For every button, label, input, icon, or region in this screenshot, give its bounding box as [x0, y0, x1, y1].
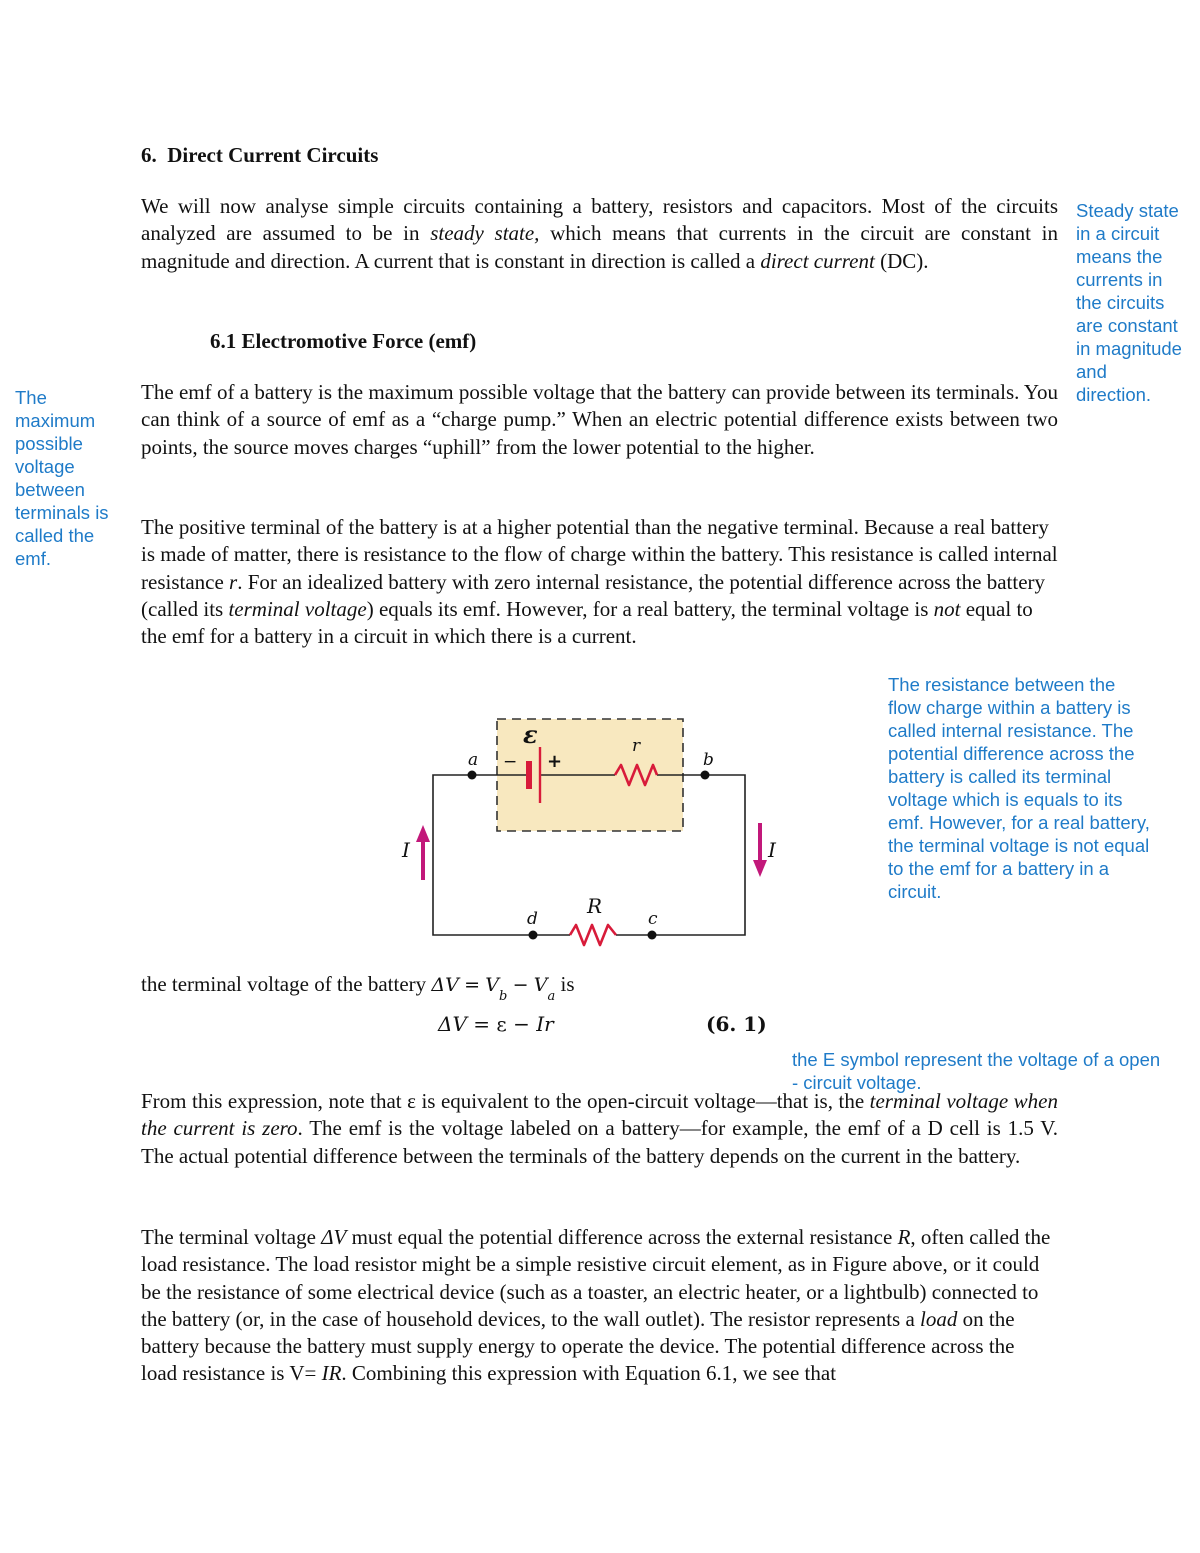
emf-paragraph: The emf of a battery is the maximum possible voltage that the battery can provide between its terminals. You can think of a source of emf as a “charge pump.” When an electric potential difference exists between two points, the source moves charges “uphill” from the lower potential to the higher.	[141, 380, 1058, 459]
terminal-line-is: is	[560, 972, 575, 996]
open-circuit-paragraph	[141, 1088, 1058, 1170]
equation-ir: Ir	[536, 1012, 554, 1036]
current-left-label: I	[402, 838, 410, 862]
emf-label: ε	[523, 720, 538, 749]
load-load: load	[920, 1306, 958, 1331]
equation-minus: −	[513, 1012, 530, 1036]
terminal-line-sub-a: a	[547, 989, 556, 1005]
internal-r: r	[229, 569, 238, 594]
internal-text-1: The positive terminal of the battery is at a higher potential than the negative terminal. Because a real battery is made of matter, there is resistance to the flow of charge within the battery. This resistance is called internal resistance	[141, 515, 1058, 594]
load-text-5: . Combining this expression with Equation 6.1, we see that	[341, 1361, 837, 1386]
intro-paragraph	[141, 193, 1058, 275]
load-R-label: R	[587, 894, 603, 918]
load-R: R	[897, 1225, 911, 1249]
terminal-line-text: the terminal voltage of the battery	[141, 972, 427, 996]
intro-text-3: (DC).	[874, 248, 929, 273]
terminal-line-minus: −	[512, 974, 529, 996]
load-text-2: must equal the potential difference across the external resistance	[346, 1225, 898, 1249]
note-internal-resistance: The resistance between the flow charge within a battery is called internal resistance. The potential difference across the battery is called its terminal voltage which is equals to its emf. However, for a real battery, the terminal voltage is not equal to the emf for a battery in a circuit.	[888, 674, 1150, 902]
a-label: a	[468, 750, 479, 770]
terminal-line-vb: V	[485, 974, 499, 996]
load-text-1: The terminal voltage	[141, 1225, 322, 1249]
equation-lhs: ΔV	[438, 1012, 467, 1036]
terminal-line-va: V	[533, 974, 548, 996]
terminal-line-sub-b: b	[499, 989, 508, 1005]
current-right-label: I	[768, 838, 776, 862]
c-label: c	[648, 909, 658, 929]
terminal-line-equals: =	[464, 974, 481, 996]
intro-direct-current: direct current	[760, 248, 875, 273]
equation-emf: ε	[496, 1012, 507, 1036]
internal-resistance-paragraph	[141, 514, 1061, 650]
internal-terminal-voltage: terminal voltage	[228, 596, 367, 621]
open-circuit-text-1: From this expression, note that ε is equivalent to the open-circuit voltage—that is, the	[141, 1089, 870, 1113]
load-text-4: on the battery because the battery must supply energy to operate the device. The potential difference across the load resistance is V=	[141, 1306, 1015, 1386]
intro-text-1: We will now analyse simple circuits containing a battery, resistors and capacitors. Most of the circuits analyzed are assumed to be in	[141, 194, 1058, 246]
intro-text-2: which means that currents in the circuit are constant in magnitude and direction. A current that is constant in direction is called a	[141, 221, 1058, 273]
internal-r-label: r	[632, 736, 641, 756]
plus-label: +	[547, 751, 563, 772]
subsection-heading: 6.1 Electromotive Force (emf)	[210, 329, 477, 353]
equation-equals: =	[473, 1012, 491, 1036]
node-a	[468, 771, 477, 780]
note-emf: The maximum possible voltage between terminals is called the emf.	[15, 387, 109, 569]
section-number: 6.	[141, 143, 157, 167]
b-label: b	[703, 750, 714, 770]
intro-steady-state: steady state,	[430, 221, 540, 246]
current-arrow-right-head	[753, 860, 767, 877]
d-label: d	[527, 909, 538, 929]
section-title: Direct Current Circuits	[167, 143, 379, 167]
node-b	[701, 771, 710, 780]
load-IR: IR	[321, 1361, 342, 1386]
internal-not: not	[933, 596, 961, 621]
equation-number: (6. 1)	[706, 1012, 767, 1036]
node-d	[529, 931, 538, 940]
note-emf-symbol: the E symbol represent the voltage of a open - circuit voltage.	[792, 1049, 1161, 1093]
open-circuit-italic: terminal voltage when the current is zero	[141, 1089, 1058, 1141]
equation-6-1	[438, 1012, 554, 1036]
internal-text-4: equal to the emf for a battery in a circuit in which there is a current.	[141, 596, 1033, 649]
terminal-line-delta-v: ΔV	[431, 974, 459, 996]
internal-text-3: ) equals its emf. However, for a real battery, the terminal voltage is	[366, 596, 934, 621]
load-text-3: , often called the load resistance. The load resistor might be a simple resistive circuit element, as in Figure above, or it could be the resistance of some electrical device (such as a toaster, an electric heater, or a lightbulb) connected to the battery (or, in the case of household devices, to the wall outlet). The resistor represents a	[141, 1225, 1051, 1331]
current-arrow-left-head	[416, 825, 430, 842]
minus-label: −	[503, 752, 518, 772]
terminal-voltage-line	[141, 972, 575, 1005]
note-steady-state: Steady state in a circuit means the currents in the circuits are constant in magnitude and direction.	[1076, 200, 1182, 405]
open-circuit-text-2: . The emf is the voltage labeled on a battery—for example, the emf of a D cell is 1.5 V. The actual potential difference between the terminals of the battery depends on the current in the battery.	[141, 1116, 1058, 1168]
section-heading	[141, 143, 378, 168]
circuit-diagram	[395, 705, 775, 955]
load-delta-v: ΔV	[321, 1225, 347, 1249]
internal-text-2: . For an idealized battery with zero internal resistance, the potential difference across the battery (called its	[141, 569, 1046, 621]
battery-negative-plate	[526, 761, 532, 789]
node-c	[648, 931, 657, 940]
load-resistor	[570, 925, 616, 945]
load-paragraph	[141, 1224, 1051, 1388]
